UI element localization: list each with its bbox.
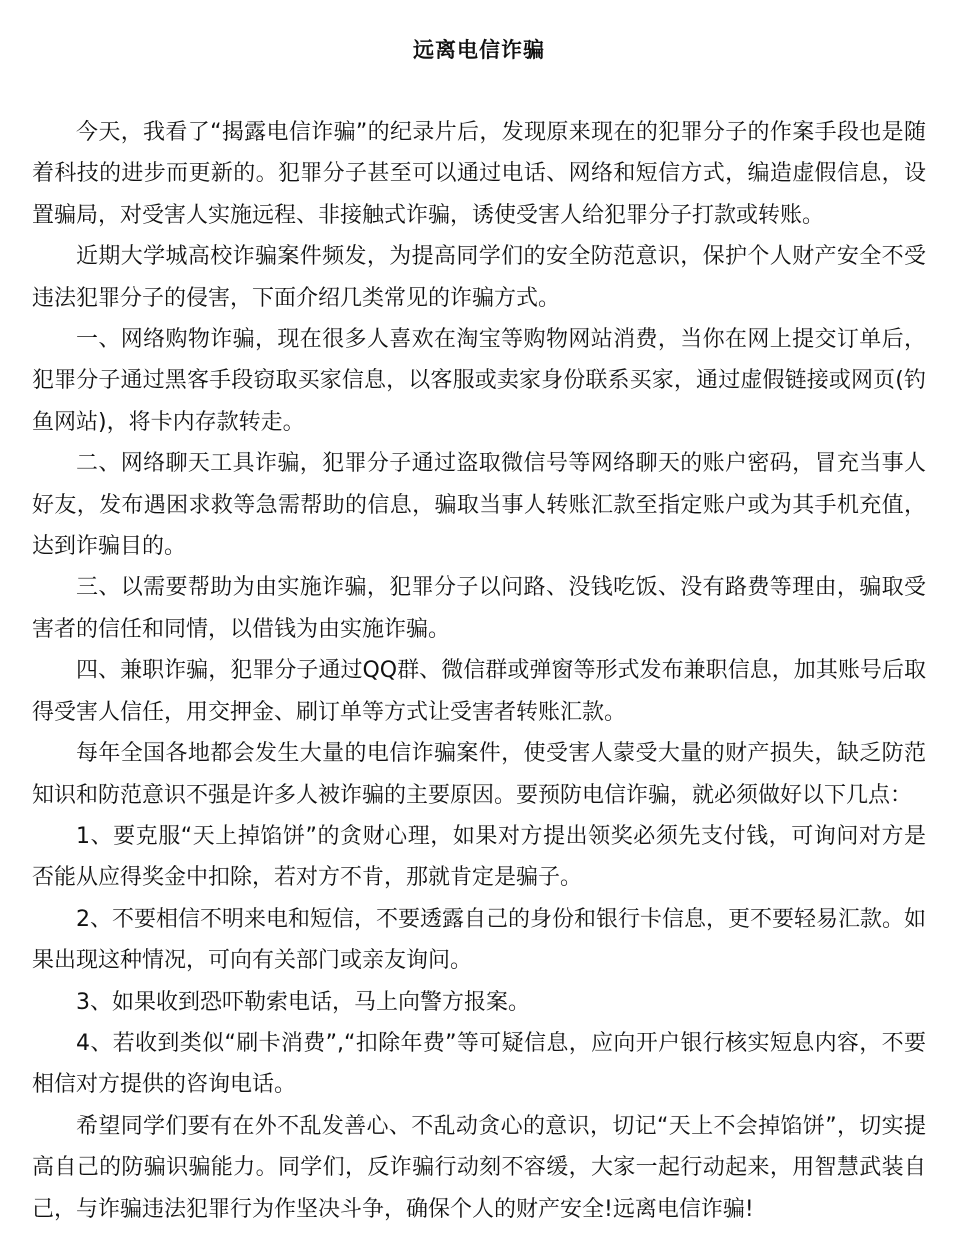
document-body bbox=[32, 112, 926, 1230]
document-title: 远离电信诈骗 bbox=[413, 38, 545, 62]
paragraph-online-shopping-fraud: 一、网络购物诈骗，现在很多人喜欢在淘宝等购物网站消费，当你在网上提交订单后，犯罪分子通过黑客手段窃取买家信息，以客服或卖家身份联系买家，通过虚假链接或网页(钓鱼网站)，将卡内存款转走。 bbox=[32, 327, 926, 435]
paragraph-intro: 今天，我看了“揭露电信诈骗”的纪录片后，发现原来现在的犯罪分子的作案手段也是随着科技的进步而更新的。犯罪分子甚至可以通过电话、网络和短信方式，编造虚假信息，设置骗局，对受害人实施远程、非接触式诈骗，诱使受害人给犯罪分子打款或转账。 bbox=[32, 120, 926, 228]
paragraph-help-request-fraud: 三、以需要帮助为由实施诈骗，犯罪分子以问路、没钱吃饭、没有路费等理由，骗取受害者的信任和同情，以借钱为由实施诈骗。 bbox=[32, 575, 926, 642]
paragraph-chat-tool-fraud: 二、网络聊天工具诈骗，犯罪分子通过盗取微信号等网络聊天的账户密码，冒充当事人好友，发布遇困求救等急需帮助的信息，骗取当事人转账汇款至指定账户或为其手机充值，达到诈骗目的。 bbox=[32, 451, 926, 560]
paragraph-part-time-job-fraud: 四、兼职诈骗，犯罪分子通过QQ群、微信群或弹窗等形式发布兼职信息，加其账号后取得受害人信任，用交押金、刷订单等方式让受害者转账汇款。 bbox=[32, 658, 926, 725]
paragraph-tip-3: 3、如果收到恐吓勒索电话，马上向警方报案。 bbox=[76, 989, 530, 1015]
paragraph-background: 近期大学城高校诈骗案件频发，为提高同学们的安全防范意识，保护个人财产安全不受违法犯罪分子的侵害，下面介绍几类常见的诈骗方式。 bbox=[32, 244, 926, 311]
paragraph-conclusion: 希望同学们要有在外不乱发善心、不乱动贪心的意识，切记“天上不会掉馅饼”，切实提高自己的防骗识骗能力。同学们，反诈骗行动刻不容缓，大家一起行动起来，用智慧武装自己，与诈骗违法犯罪行为作坚决斗争，确保个人的财产安全!远离电信诈骗! bbox=[32, 1113, 926, 1222]
paragraph-prevention-intro: 每年全国各地都会发生大量的电信诈骗案件，使受害人蒙受大量的财产损失，缺乏防范知识和防范意识不强是许多人被诈骗的主要原因。要预防电信诈骗，就必须做好以下几点： bbox=[32, 741, 926, 808]
paragraph-tip-2: 2、不要相信不明来电和短信，不要透露自己的身份和银行卡信息，更不要轻易汇款。如果出现这种情况，可向有关部门或亲友询问。 bbox=[32, 906, 926, 974]
paragraph-tip-4: 4、若收到类似“刷卡消费”,“扣除年费”等可疑信息，应向开户银行核实短息内容，不要相信对方提供的咨询电话。 bbox=[32, 1030, 926, 1098]
paragraph-tip-1: 1、要克服“天上掉馅饼”的贪财心理，如果对方提出领奖必须先支付钱，可询问对方是否能从应得奖金中扣除，若对方不肯，那就肯定是骗子。 bbox=[32, 823, 926, 891]
